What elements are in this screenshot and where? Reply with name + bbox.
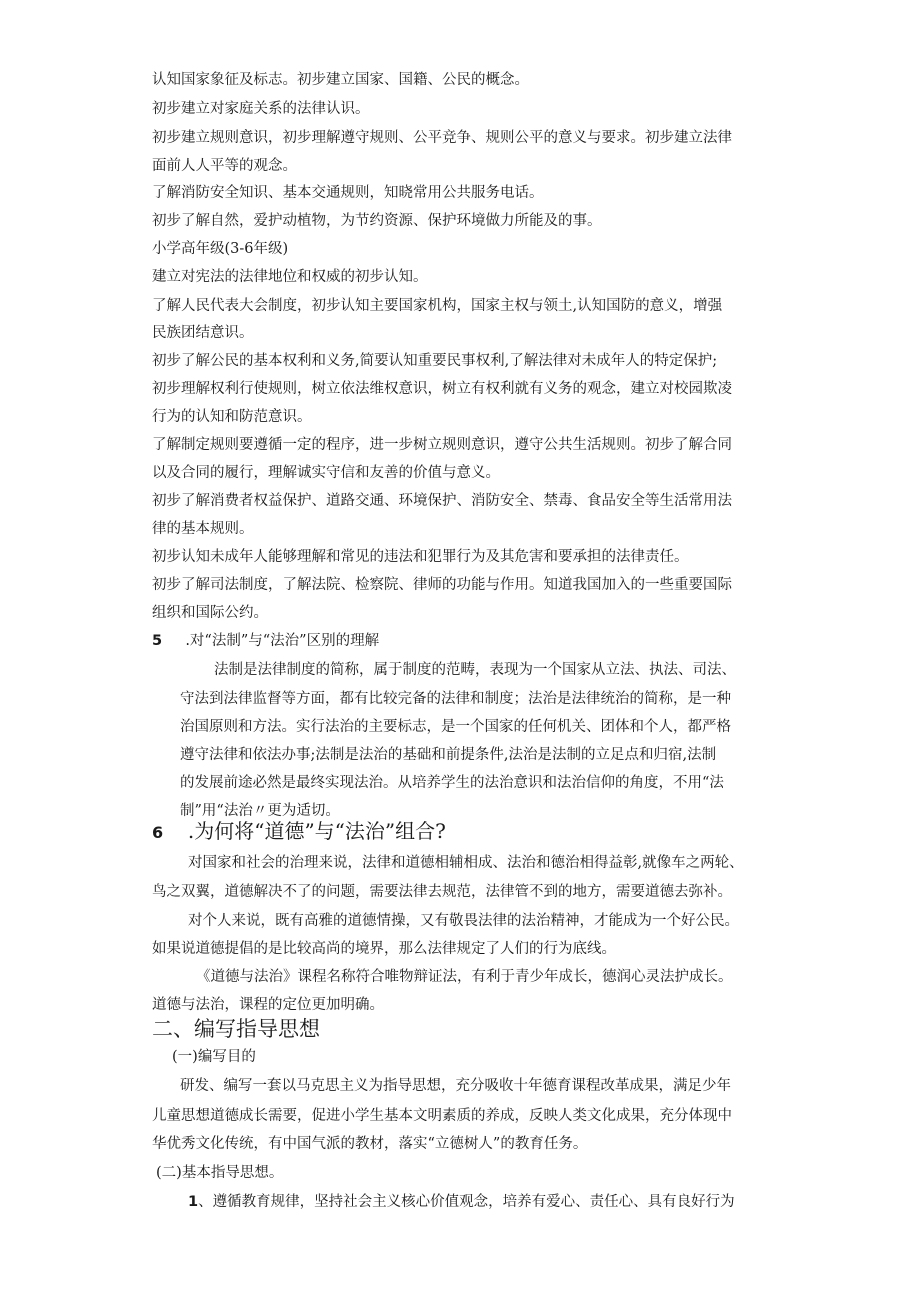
text-line: 《道德与法治》课程名称符合唯物辩证法，有利于青少年成长，德润心灵法护成长。 (196, 969, 733, 985)
section-title: .对“法制”与“法治”区别的理解 (185, 633, 380, 649)
text-line: 对国家和社会的治理来说，法律和道德相辅相成、法治和德治相得益彰,就像车之两轮、 (188, 855, 744, 871)
text-line: 组织和国际公约。 (152, 605, 268, 621)
list-item (188, 1192, 735, 1212)
text-line: 儿童思想道德成长需要，促进小学生基本文明素质的养成，反映人类文化成果，充分体现中 (152, 1108, 732, 1124)
text-line: 对个人来说，既有高雅的道德情操，又有敬畏法律的法治精神，才能成为一个好公民。 (188, 913, 739, 929)
text-line: 了解消防安全知识、基本交通规则，知晓常用公共服务电话。 (152, 185, 544, 201)
text-line: 建立对宪法的法律地位和权威的初步认知。 (152, 269, 428, 285)
text-line: 守法到法律监督等方面，都有比较完备的法律和制度；法治是法律统治的简称，是一种 (180, 691, 731, 707)
text-line: 初步理解权利行使规则，树立依法维权意识，树立有权利就有义务的观念，建立对校园欺凌 (152, 381, 732, 397)
section-5-heading (152, 631, 379, 651)
section-number: 5 (152, 633, 163, 649)
text-line: 以及合同的履行，理解诚实守信和友善的价值与意义。 (152, 465, 500, 481)
text-line: 律的基本规则。 (152, 521, 254, 537)
subheading: (二)基本指导思想。 (156, 1165, 284, 1181)
text-line: 小学高年级(3-6年级) (152, 241, 289, 257)
text-line: 制”用“法治〃更为适切。 (180, 803, 340, 819)
text-line: 鸟之双翼，道德解决不了的问题，需要法律去规范，法律管不到的地方，需要道德去弥补。 (152, 884, 732, 900)
section-number: 6 (152, 823, 164, 842)
text-line: 法制是法律制度的简称，属于制度的范畴，表现为一个国家从立法、执法、司法、 (214, 662, 736, 678)
text-line: 初步建立规则意识，初步理解遵守规则、公平竞争、规则公平的意义与要求。初步建立法律 (152, 130, 732, 146)
text-line: 初步了解消费者权益保护、道路交通、环境保护、消防安全、禁毒、食品安全等生活常用法 (152, 493, 732, 509)
text-line: 道德与法治，课程的定位更加明确。 (152, 997, 384, 1013)
text-line: 初步了解司法制度，了解法院、检察院、律师的功能与作用。知道我国加入的一些重要国际 (152, 577, 732, 593)
text-line: 初步建立对家庭关系的法律认识。 (152, 101, 370, 117)
part-heading: 二、编写指导思想 (152, 1017, 320, 1041)
text-line: 华优秀文化传统，有中国气派的教材，落实“立德树人”的教育任务。 (152, 1136, 588, 1152)
text-line: 的发展前途必然是最终实现法治。从培养学生的法治意识和法治信仰的角度，不用“法 (180, 775, 724, 791)
text-line: 行为的认知和防范意识。 (152, 409, 312, 425)
item-number: 1 (188, 1194, 199, 1210)
section-6-heading (152, 818, 446, 846)
text-line: 认知国家象征及标志。初步建立国家、国籍、公民的概念。 (152, 72, 529, 88)
text-line: 研发、编写一套以马克思主义为指导思想，充分吸收十年德育课程改革成果，满足少年 (180, 1078, 731, 1094)
text-line: 了解制定规则要遵循一定的程序，进一步树立规则意识，遵守公共生活规则。初步了解合同 (152, 437, 732, 453)
text-line: 面前人人平等的观念。 (152, 158, 297, 174)
section-title: .为何将“道德”与“法治”组合? (187, 819, 446, 843)
item-text: 、遵循教育规律，坚持社会主义核心价值观念，培养有爱心、责任心、具有良好行为 (198, 1194, 735, 1210)
text-line: 初步了解公民的基本权利和义务,简要认知重要民事权利,了解法律对未成年人的特定保护; (152, 353, 718, 369)
text-line: 初步认知未成年人能够理解和常见的违法和犯罪行为及其危害和要承担的法律责任。 (152, 549, 689, 565)
subheading: (一)编写目的 (172, 1049, 256, 1065)
text-line: 治国原则和方法。实行法治的主要标志，是一个国家的任何机关、团体和个人，都严格 (180, 719, 731, 735)
text-line: 了解人民代表大会制度，初步认知主要国家机构，国家主权与领土,认知国防的意义，增强 (152, 298, 723, 314)
text-line: 遵守法律和依法办事;法制是法治的基础和前提条件,法治是法制的立足点和归宿,法制 (180, 747, 717, 763)
text-line: 初步了解自然，爱护动植物，为节约资源、保护环境做力所能及的事。 (152, 213, 602, 229)
text-line: 如果说道德提倡的是比较高尚的境界，那么法律规定了人们的行为底线。 (152, 941, 616, 957)
text-line: 民族团结意识。 (152, 325, 254, 341)
